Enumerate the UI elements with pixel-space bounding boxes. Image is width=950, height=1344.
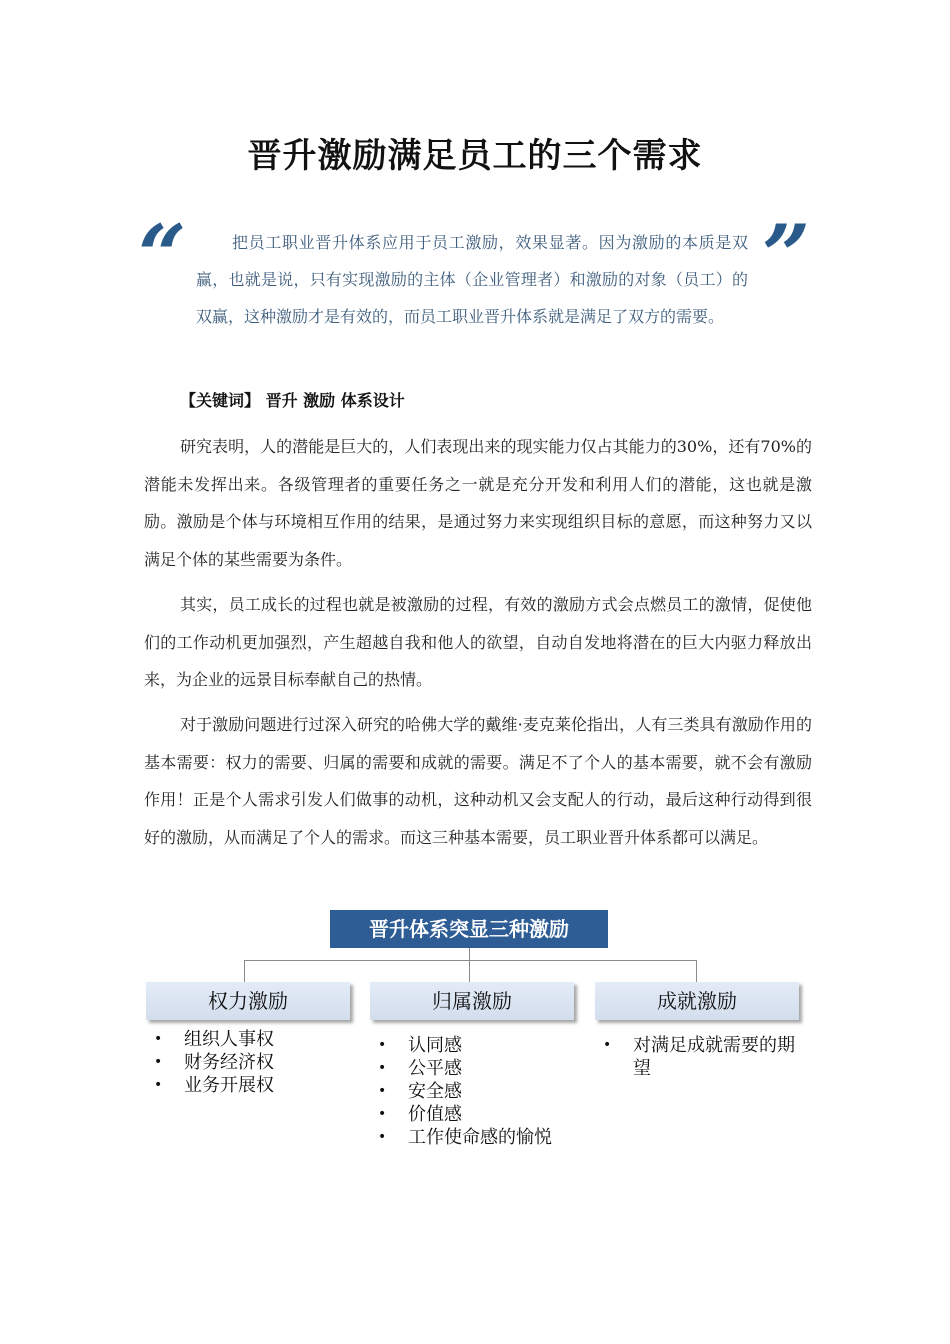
paragraph: 研究表明，人的潜能是巨大的，人们表现出来的现实能力仅占其能力的30%，还有70%的潜能未发挥出来。各级管理者的重要任务之一就是充分开发和利用人们的潜能，这也就是激励。激励是个体与环境相互作用的结果，是通过努力来实现组织目标的意愿，而这种努力又以满足个体的某些需要为条件。 — [144, 437, 812, 569]
list-item-text: 工作使命感的愉悦 — [408, 1127, 552, 1148]
list-item-text: 对满足成就需要的期望 — [633, 1035, 795, 1079]
list-item-text: 财务经济权 — [184, 1052, 274, 1073]
paragraph: 其实，员工成长的过程也就是被激励的过程，有效的激励方式会点燃员工的激情，促使他们的工作动机更加强烈，产生超越自我和他人的欲望，自动自发地将潜在的巨大内驱力释放出来，为企业的远景目标奉献自己的热情。 — [144, 595, 812, 689]
list-item-text: 公平感 — [408, 1058, 462, 1079]
list-item-text: 组织人事权 — [184, 1029, 274, 1050]
bullet-icon: • — [603, 1037, 612, 1053]
bullet-icon: • — [154, 1077, 163, 1093]
list-item-text: 业务开展权 — [184, 1075, 274, 1096]
open-quote-icon: “ — [138, 206, 187, 305]
list-item — [378, 1057, 552, 1080]
connector-line — [469, 960, 470, 982]
list-item — [154, 1074, 274, 1097]
bullet-icon: • — [378, 1083, 387, 1099]
list-item — [378, 1080, 552, 1103]
connector-line — [244, 960, 245, 982]
list-item — [378, 1126, 552, 1149]
diagram-title: 晋升体系突显三种激励 — [330, 910, 608, 948]
list-item-text: 认同感 — [408, 1035, 462, 1056]
category-belonging: 归属激励 — [370, 982, 574, 1020]
bullet-icon: • — [154, 1054, 163, 1070]
list-item — [154, 1028, 274, 1051]
page-title: 晋升激励满足员工的三个需求 — [247, 136, 703, 176]
bullet-icon: • — [378, 1106, 387, 1122]
list-item — [603, 1034, 803, 1080]
list-item — [378, 1103, 552, 1126]
achievement-list — [603, 1034, 803, 1080]
power-list — [154, 1028, 274, 1097]
category-achievement: 成就激励 — [595, 982, 799, 1020]
connector-line — [244, 960, 697, 961]
connector-line — [469, 948, 470, 960]
close-quote-icon: ” — [762, 206, 811, 305]
bullet-icon: • — [378, 1037, 387, 1053]
list-item-text: 价值感 — [408, 1104, 462, 1125]
list-item — [378, 1034, 552, 1057]
bullet-icon: • — [154, 1031, 163, 1047]
list-item-text: 安全感 — [408, 1081, 462, 1102]
bullet-icon: • — [378, 1129, 387, 1145]
abstract-quote: 把员工职业晋升体系应用于员工激励，效果显著。因为激励的本质是双赢，也就是说，只有实现激励的主体（企业管理者）和激励的对象（员工）的双赢，这种激励才是有效的，而员工职业晋升体系就是满足了双方的需要。 — [196, 233, 748, 326]
category-power: 权力激励 — [146, 982, 350, 1020]
list-item — [154, 1051, 274, 1074]
keywords-line: 【关键词】 晋升 激励 体系设计 — [180, 391, 405, 410]
connector-line — [696, 960, 697, 982]
belonging-list — [378, 1034, 552, 1149]
paragraph: 对于激励问题进行过深入研究的哈佛大学的戴维·麦克莱伦指出，人有三类具有激励作用的基本需要：权力的需要、归属的需要和成就的需要。满足不了个人的基本需要，就不会有激励作用！正是个人需求引发人们做事的动机，这种动机又会支配人的行动，最后这种行动得到很好的激励，从而满足了个人的需求。而这三种基本需要，员工职业晋升体系都可以满足。 — [144, 715, 812, 847]
bullet-icon: • — [378, 1060, 387, 1076]
